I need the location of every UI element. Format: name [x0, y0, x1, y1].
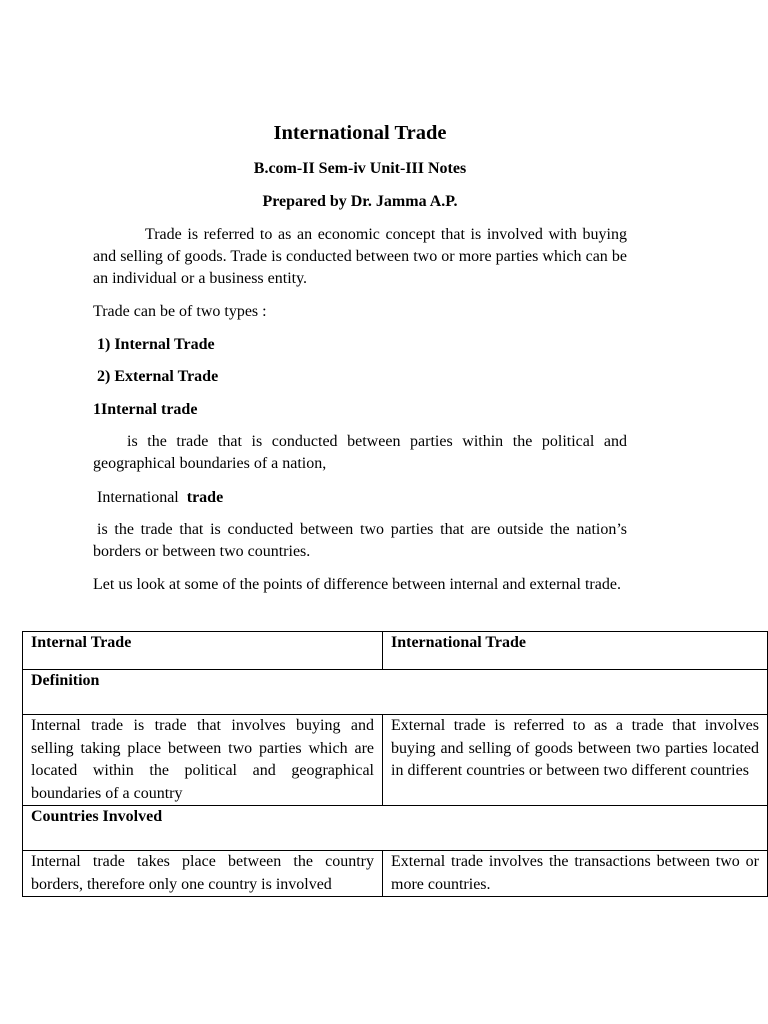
comparison-table — [22, 631, 768, 897]
table-section-row — [23, 670, 768, 715]
author-line: Prepared by Dr. Jamma A.P. — [262, 193, 458, 210]
table-section-row — [23, 806, 768, 851]
document-title: International Trade — [273, 122, 447, 144]
table-row — [23, 851, 768, 897]
type-item-internal: 1) Internal Trade — [97, 336, 215, 353]
document-subtitle: B.com-II Sem-iv Unit-III Notes — [253, 160, 467, 177]
international-trade-heading — [97, 487, 631, 509]
table-row — [23, 715, 768, 806]
section-heading-countries: Countries Involved — [23, 806, 768, 851]
countries-international-cell: External trade involves the transactions between two or more countries. — [383, 851, 768, 897]
table-header-internal: Internal Trade — [23, 632, 383, 670]
difference-intro: Let us look at some of the points of difference between internal and external trade. — [93, 576, 621, 593]
intro-paragraph: Trade is referred to as an economic concept that is involved with buying and selling of goods. Trade is conducted between two or more parties which can be an individual or a business entity. — [93, 226, 627, 287]
international-heading-plain: International — [97, 489, 179, 506]
types-intro: Trade can be of two types : — [93, 303, 267, 320]
countries-internal-cell: Internal trade takes place between the country borders, therefore only one country is involved — [23, 851, 383, 897]
table-header-row — [23, 632, 768, 670]
type-item-external: 2) External Trade — [97, 368, 219, 385]
internal-trade-definition: is the trade that is conducted between parties within the political and geographical boundaries of a nation, — [93, 433, 627, 472]
section-heading-definition: Definition — [23, 670, 768, 715]
definition-international-cell: External trade is referred to as a trade that involves buying and selling of goods between two parties located in different countries or between two different countries — [383, 715, 768, 806]
international-heading-bold: trade — [186, 489, 224, 506]
international-trade-definition: is the trade that is conducted between two parties that are outside the nation’s borders or between two countries. — [93, 521, 627, 560]
table-header-international: International Trade — [383, 632, 768, 670]
definition-internal-cell: Internal trade is trade that involves buying and selling taking place between two parties which are located within the political and geographical boundaries of a country — [23, 715, 383, 806]
internal-trade-heading: 1Internal trade — [93, 401, 198, 418]
